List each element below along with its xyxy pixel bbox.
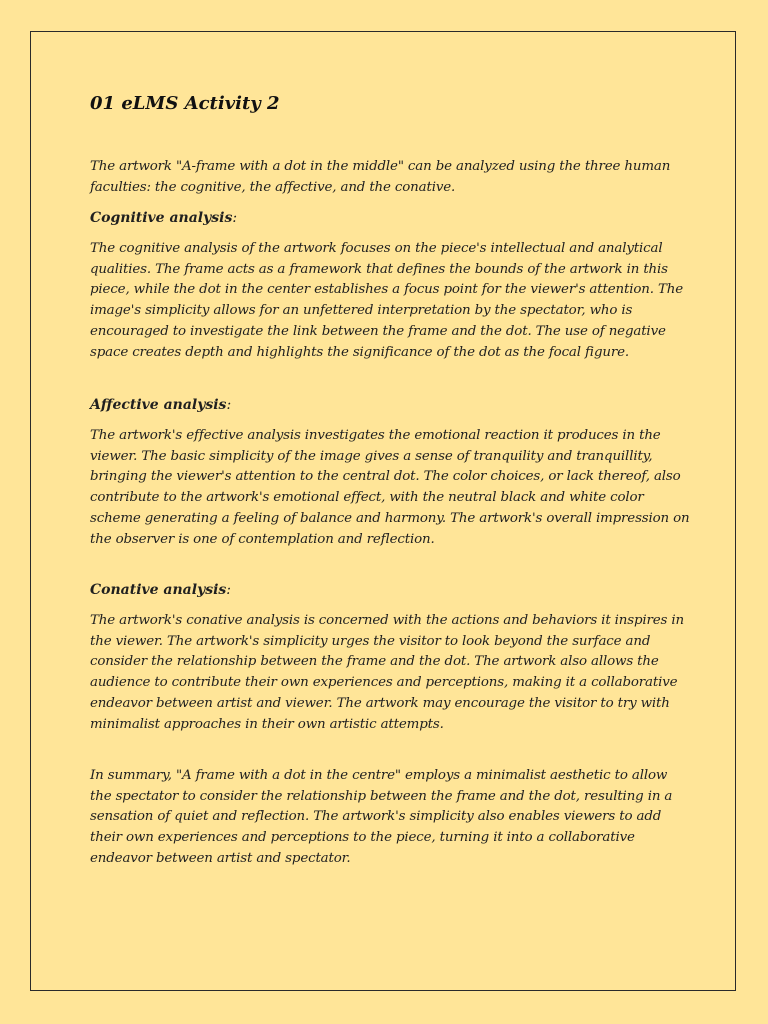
conative-heading-label: Conative analysis (90, 582, 227, 598)
conative-paragraph: The artwork's conative analysis is concerned with the actions and behaviors it inspires in the viewer. The artwork's simplicity urges the visitor to look beyond the surface and consider the relationship between the frame and the dot. The artwork also allows the audience to contribute their own experiences and perceptions, making it a collaborative endeavor between artist and viewer. The artwork may encourage the visitor to try with minimalist approaches in their own artistic attempts. (90, 613, 684, 732)
affective-paragraph: The artwork's effective analysis investigates the emotional reaction it produces in the viewer. The basic simplicity of the image gives a sense of tranquility and tranquillity, bringing the viewer's attention to the central dot. The color choices, or lack thereof, also contribute to the artwork's emotional effect, with the neutral black and white color scheme generating a feeling of balance and harmony. The artwork's overall impression on the observer is one of contemplation and reflection. (90, 428, 690, 547)
summary-paragraph: In summary, "A frame with a dot in the centre" employs a minimalist aesthetic to allow the spectator to consider the relationship between the frame and the dot, resulting in a sensation of quiet and reflection. The artwork's simplicity also enables viewers to add their own experiences and perceptions to the piece, turning it into a collaborative endeavor between artist and spectator. (90, 768, 673, 866)
conative-heading (90, 579, 690, 601)
cognitive-heading-label: Cognitive analysis (90, 210, 233, 226)
conative-heading-colon: : (226, 582, 232, 598)
cognitive-paragraph: The cognitive analysis of the artwork focuses on the piece's intellectual and analytical qualities. The frame acts as a framework that defines the bounds of the artwork in this piece, while the dot in the center establishes a focus point for the viewer's attention. The image's simplicity allows for an unfettered interpretation by the spectator, who is encouraged to investigate the link between the frame and the dot. The use of negative space creates depth and highlights the significance of the dot as the focal figure. (90, 241, 683, 360)
affective-heading-label: Affective analysis (90, 397, 227, 413)
affective-heading-colon: : (226, 397, 232, 413)
cognitive-heading-colon: : (232, 210, 238, 226)
affective-heading (90, 394, 690, 416)
cognitive-heading (90, 207, 690, 229)
intro-paragraph: The artwork "A-frame with a dot in the middle" can be analyzed using the three human faculties: the cognitive, the affective, and the conative. (90, 159, 671, 195)
document-title: 01 eLMS Activity 2 (90, 93, 280, 114)
